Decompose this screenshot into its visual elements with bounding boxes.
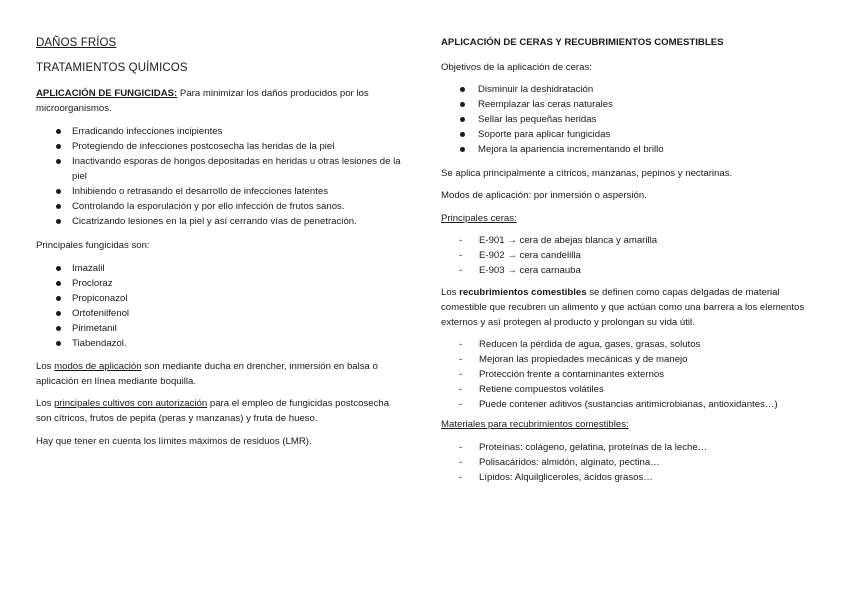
dash-icon: - [459, 472, 463, 483]
bullet-icon [460, 117, 465, 122]
list-item: - Lípidos: Alquilgliceroles, ácidos grasos… [459, 472, 653, 483]
dash-icon: - [459, 339, 463, 350]
bullet-icon [56, 159, 61, 164]
list-item: Inactivando esporas de hongos depositadas en heridas u otras lesiones de la piel [56, 154, 411, 184]
aplicacion-fungicidas-paragraph [36, 86, 386, 116]
list-item: Protegiendo de infecciones postcosecha las heridas de la piel [56, 139, 411, 154]
lmr-note: Hay que tener en cuenta los límites máximos de residuos (LMR). [36, 436, 312, 447]
list-item: - Retiene compuestos volátiles [459, 384, 604, 395]
cultivos-paragraph: Los principales cultivos con autorización para el empleo de fungicidas postcosecha son cítricos, frutos de pepita (peras y manzanas) y fruta de hueso. [36, 398, 390, 424]
dash-icon: - [459, 369, 463, 380]
materiales-list [459, 440, 813, 485]
list-item: Propiconazol [56, 291, 356, 306]
list-item: Mejora la apariencia incrementando el brillo [460, 142, 810, 157]
dash-icon: - [459, 354, 463, 365]
funciones-list [459, 337, 813, 412]
list-item: - Polisacáridos: almidón, alginato, pectina… [459, 457, 660, 468]
list-item: Reemplazar las ceras naturales [460, 97, 810, 112]
modos-aplicacion-paragraph: Los modos de aplicación son mediante ducha en drencher, inmersión en balsa o aplicación en línea mediante boquilla. [36, 361, 378, 387]
recubrimientos-paragraph: Los recubrimientos comestibles se definen como capas delgadas de material comestible que recubren un alimento y que actúan como una barrera a los elementos externos y así protegen al producto y prolongan su vida útil. [441, 287, 805, 328]
list-item: - Reducen la pérdida de agua, gases, grasas, solutos [459, 339, 701, 350]
bullet-icon [56, 129, 61, 134]
list-item: - E-903 → cera carnauba [459, 265, 581, 276]
list-item: Inhibiendo o retrasando el desarrollo de infecciones latentes [56, 184, 411, 199]
bullet-icon [56, 341, 61, 346]
list-item: Sellar las pequeñas heridas [460, 112, 810, 127]
bullet-icon [460, 132, 465, 137]
recubrimientos-bold: recubrimientos comestibles [459, 287, 587, 298]
cultivos-link: principales cultivos con autorización [54, 398, 208, 409]
list-item: Disminuir la deshidratación [460, 82, 810, 97]
list-item: - Proteínas: colágeno, gelatina, proteínas de la leche… [459, 442, 708, 453]
bullet-icon [56, 296, 61, 301]
modos-text: Modos de aplicación: por inmersión o aspersión. [441, 190, 647, 201]
dash-icon: - [459, 265, 463, 276]
list-item: - E-902 → cera candelilla [459, 250, 581, 261]
dash-icon: - [459, 399, 463, 410]
bullet-icon [56, 219, 61, 224]
dash-icon: - [459, 384, 463, 395]
list-item: - Mejoran las propiedades mecánicas y de manejo [459, 354, 688, 365]
materiales-heading: Materiales para recubrimientos comestibles: [441, 419, 629, 430]
list-item: Ortofenilfenol [56, 306, 356, 321]
dash-icon: - [459, 250, 463, 261]
bullet-icon [56, 204, 61, 209]
list-item: Imazalil [56, 261, 356, 276]
dash-icon: - [459, 235, 463, 246]
list-item: Cicatrizando lesiones en la piel y así cerrando vías de penetración. [56, 214, 411, 229]
objetivos-intro: Objetivos de la aplicación de ceras: [441, 62, 592, 73]
objetivos-list [460, 82, 810, 157]
principales-ceras-heading: Principales ceras: [441, 213, 517, 224]
fungicidas-list [56, 261, 356, 351]
list-item: Soporte para aplicar fungicidas [460, 127, 810, 142]
modos-aplicacion-link: modos de aplicación [54, 361, 142, 372]
aplicacion-fungicidas-text: Para minimizar los daños producidos por los microorganismos. [36, 88, 369, 114]
list-item: - Puede contener aditivos (sustancias antimicrobianas, antioxidantes…) [459, 399, 778, 410]
list-item: Erradicando infecciones incipientes [56, 124, 411, 139]
aplica-text: Se aplica principalmente a cítricos, manzanas, pepinos y nectarinas. [441, 168, 733, 179]
bullet-icon [56, 326, 61, 331]
ceras-list [459, 233, 809, 278]
list-item: Controlando la esporulación y por ello infección de frutos sanos. [56, 199, 411, 214]
bullet-icon [56, 266, 61, 271]
list-item: - Protección frente a contaminantes externos [459, 369, 665, 380]
bullet-icon [460, 102, 465, 107]
list-item: Procloraz [56, 276, 356, 291]
bullet-icon [460, 147, 465, 152]
bullet-icon [56, 144, 61, 149]
fungicide-effects-list [56, 124, 411, 229]
bullet-icon [56, 311, 61, 316]
heading-danos-frios: DAÑOS FRÍOS [36, 37, 117, 49]
heading-tratamientos-quimicos: TRATAMIENTOS QUÍMICOS [36, 62, 188, 74]
list-item: Tiabendazol. [56, 336, 356, 351]
bullet-icon [56, 189, 61, 194]
bullet-icon [460, 87, 465, 92]
dash-icon: - [459, 457, 463, 468]
list-item: - E-901 → cera de abejas blanca y amarilla [459, 235, 658, 246]
bullet-icon [56, 281, 61, 286]
aplicacion-fungicidas-label: APLICACIÓN DE FUNGICIDAS: [36, 88, 178, 99]
list-item: Pirimetanil [56, 321, 356, 336]
fungicidas-intro: Principales fungicidas son: [36, 240, 150, 251]
heading-ceras: APLICACIÓN DE CERAS Y RECUBRIMIENTOS COMESTIBLES [441, 37, 724, 48]
dash-icon: - [459, 442, 463, 453]
